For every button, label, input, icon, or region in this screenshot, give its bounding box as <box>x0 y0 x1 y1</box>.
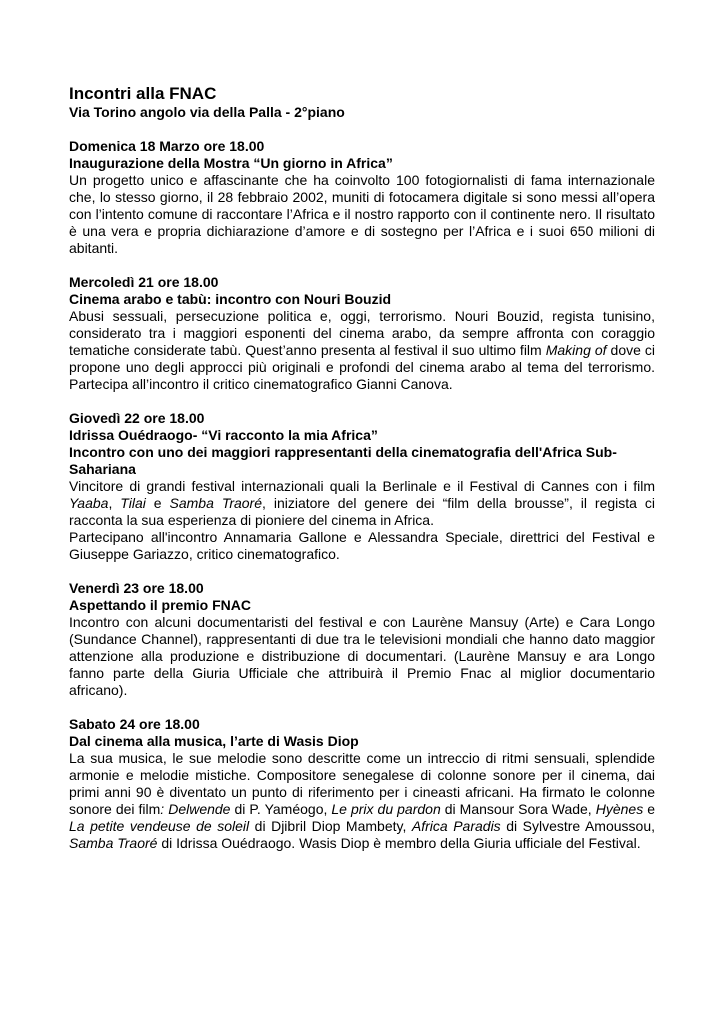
event-heading: Cinema arabo e tabù: incontro con Nouri Bouzid <box>69 291 392 307</box>
film-title: La petite vendeuse de soleil <box>69 818 250 834</box>
film-title: Le prix du pardon <box>331 801 441 817</box>
film-title: Samba Traoré <box>69 835 158 851</box>
document-content <box>69 84 655 852</box>
text-run: Vincitore di grandi festival internazionali quali la Berlinale e il Festival di Cannes con i film <box>69 478 655 494</box>
film-title: Making of <box>545 342 607 358</box>
text-run: e <box>643 801 655 817</box>
event-description: Incontro con alcuni documentaristi del festival e con Laurène Mansuy (Arte) e Cara Longo (Sundance Channel), rappresentanti di due tra le televisioni mondiali che hanno dato maggior attenzione alla produzione e distribuzione di documentari. (Laurène Mansuy e ara Longo fanno parte della Giuria Ufficiale che attribuirà il Premio Fnac al miglior documentario africano). <box>69 614 655 698</box>
text-run: , <box>108 495 121 511</box>
event-thursday-22 <box>69 410 655 563</box>
event-subheading: Incontro con uno dei maggiori rappresentanti della cinematografia dell'Africa Sub-Sahariana <box>69 444 617 477</box>
text-run: di Djibril Diop Mambety, <box>249 818 412 834</box>
event-description: Un progetto unico e affascinante che ha coinvolto 100 fotogiornalisti di fama internazionale che, lo stesso giorno, il 28 febbraio 2002, muniti di fotocamera digitale si sono messi all’opera con l’intento comune di raccontare l’Africa e il nostro rapporto con il continente nero. Il risultato è una vera e propria dichiarazione d’amore e di sostegno per l’Africa e i suoi 650 milioni di abitanti. <box>69 172 655 256</box>
text-run: dove ci propone uno degli approcci più originali e profondi del cinema arabo al tema del terrorismo. Partecipa all’incontro il critico cinematografico Gianni Canova. <box>69 342 656 392</box>
text-run: di P. Yaméogo, <box>230 801 332 817</box>
text-run: e <box>145 495 170 511</box>
film-title: Samba Traoré <box>169 495 263 511</box>
text-run: di Idrissa Ouédraogo. Wasis Diop è membro della Giuria ufficiale del Festival. <box>157 835 641 851</box>
event-description <box>69 750 655 852</box>
film-title: Tilai <box>120 495 146 511</box>
event-heading: Aspettando il premio FNAC <box>69 597 252 613</box>
page-title: Incontri alla FNAC <box>69 84 217 103</box>
event-description <box>69 478 655 529</box>
event-sunday-18 <box>69 138 655 257</box>
film-title: : Delwende <box>160 801 231 817</box>
event-heading: Inaugurazione della Mostra “Un giorno in Africa” <box>69 155 393 171</box>
film-title: Hyènes <box>595 801 644 817</box>
event-date: Domenica 18 Marzo ore 18.00 <box>69 138 265 154</box>
event-date: Giovedì 22 ore 18.00 <box>69 410 205 426</box>
text-run: La sua musica, le sue melodie sono descritte come un intreccio di ritmi sensuali, splendide armonie e melodie mistiche. Compositore senegalese di colonne sonore per il cinema, dai primi anni 90 è diventato un punto di riferimento per i cineasti africani. Ha firmato le colonne sonore dei film <box>69 750 655 817</box>
event-description <box>69 308 655 393</box>
event-participants: Partecipano all'incontro Annamaria Gallone e Alessandra Speciale, direttrici del Festival e Giuseppe Gariazzo, critico cinematografico. <box>69 529 655 562</box>
event-date: Venerdì 23 ore 18.00 <box>69 580 204 596</box>
event-heading: Dal cinema alla musica, l’arte di Wasis Diop <box>69 733 359 749</box>
event-heading: Idrissa Ouédraogo- “Vi racconto la mia Africa” <box>69 427 378 443</box>
event-friday-23 <box>69 580 655 699</box>
text-run: Abusi sessuali, persecuzione politica e, oggi, terrorismo. Nouri Bouzid, regista tunisino, considerato tra i maggiori esponenti del cinema arabo, da sempre affronta con coraggio tematiche considerate tabù. Quest’anno presenta al festival il suo ultimo film <box>69 308 655 358</box>
text-run: di Mansour Sora Wade, <box>440 801 596 817</box>
event-saturday-24 <box>69 716 655 852</box>
address-line: Via Torino angolo via della Palla - 2°piano <box>69 104 345 120</box>
document-header <box>69 84 655 121</box>
event-wednesday-21 <box>69 274 655 393</box>
text-run: di Sylvestre Amoussou, <box>500 818 656 834</box>
event-date: Sabato 24 ore 18.00 <box>69 716 200 732</box>
film-title: Yaaba <box>69 495 109 511</box>
film-title: Africa Paradis <box>411 818 501 834</box>
event-date: Mercoledì 21 ore 18.00 <box>69 274 219 290</box>
text-run: , iniziatore del genere dei “film della brousse”, il regista ci racconta la sua esperienza di pioniere del cinema in Africa. <box>69 495 656 528</box>
